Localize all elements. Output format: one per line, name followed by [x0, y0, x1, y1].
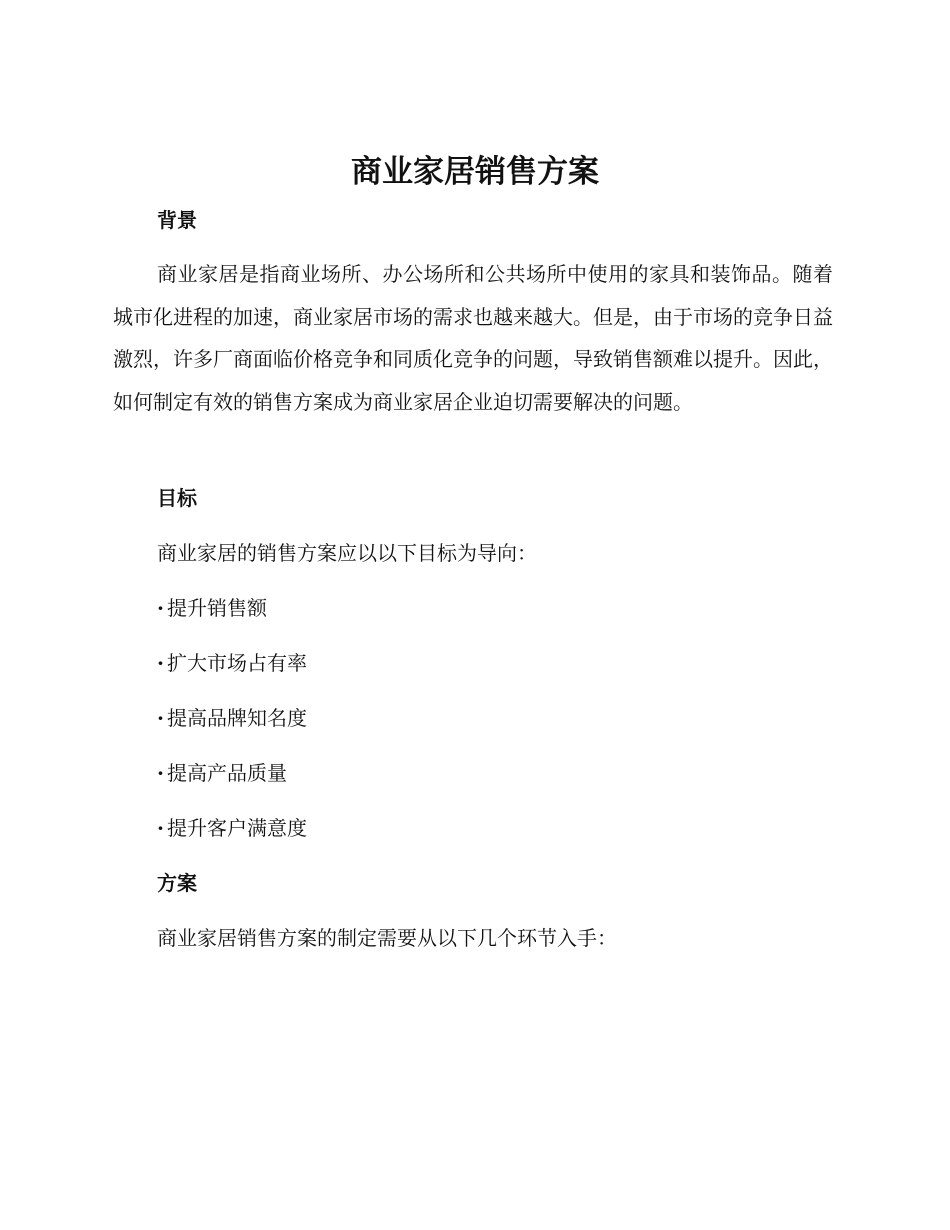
goal-item-text: 提高品牌知名度	[167, 706, 307, 730]
section-heading-background: 背景	[157, 208, 197, 232]
goal-list-item	[157, 704, 307, 732]
goals-intro: 商业家居的销售方案应以以下目标为导向：	[157, 541, 537, 565]
section-heading-goals: 目标	[157, 486, 197, 510]
bullet-dot: ·	[157, 651, 164, 675]
goal-list-item	[157, 759, 287, 787]
goal-item-text: 扩大市场占有率	[167, 651, 307, 675]
bullet-dot: ·	[157, 761, 164, 785]
goal-list-item	[157, 594, 267, 622]
bullet-dot: ·	[157, 816, 164, 840]
goal-item-text: 提升客户满意度	[167, 816, 307, 840]
goal-item-text: 提高产品质量	[167, 761, 287, 785]
goal-list-item	[157, 814, 307, 842]
document-title: 商业家居销售方案	[351, 154, 599, 190]
goal-item-text: 提升销售额	[167, 596, 267, 620]
goal-list-item	[157, 649, 307, 677]
bullet-dot: ·	[157, 596, 164, 620]
bullet-dot: ·	[157, 706, 164, 730]
plan-intro: 商业家居销售方案的制定需要从以下几个环节入手：	[157, 926, 617, 950]
section-heading-plan: 方案	[157, 871, 197, 895]
background-paragraph: 商业家居是指商业场所、办公场所和公共场所中使用的家具和装饰品。随着城市化进程的加速，商业家居市场的需求也越来越大。但是，由于市场的竞争日益激烈，许多厂商面临价格竞争和同质化竞争的问题，导致销售额难以提升。因此，如何制定有效的销售方案成为商业家居企业迫切需要解决的问题。	[113, 262, 833, 414]
